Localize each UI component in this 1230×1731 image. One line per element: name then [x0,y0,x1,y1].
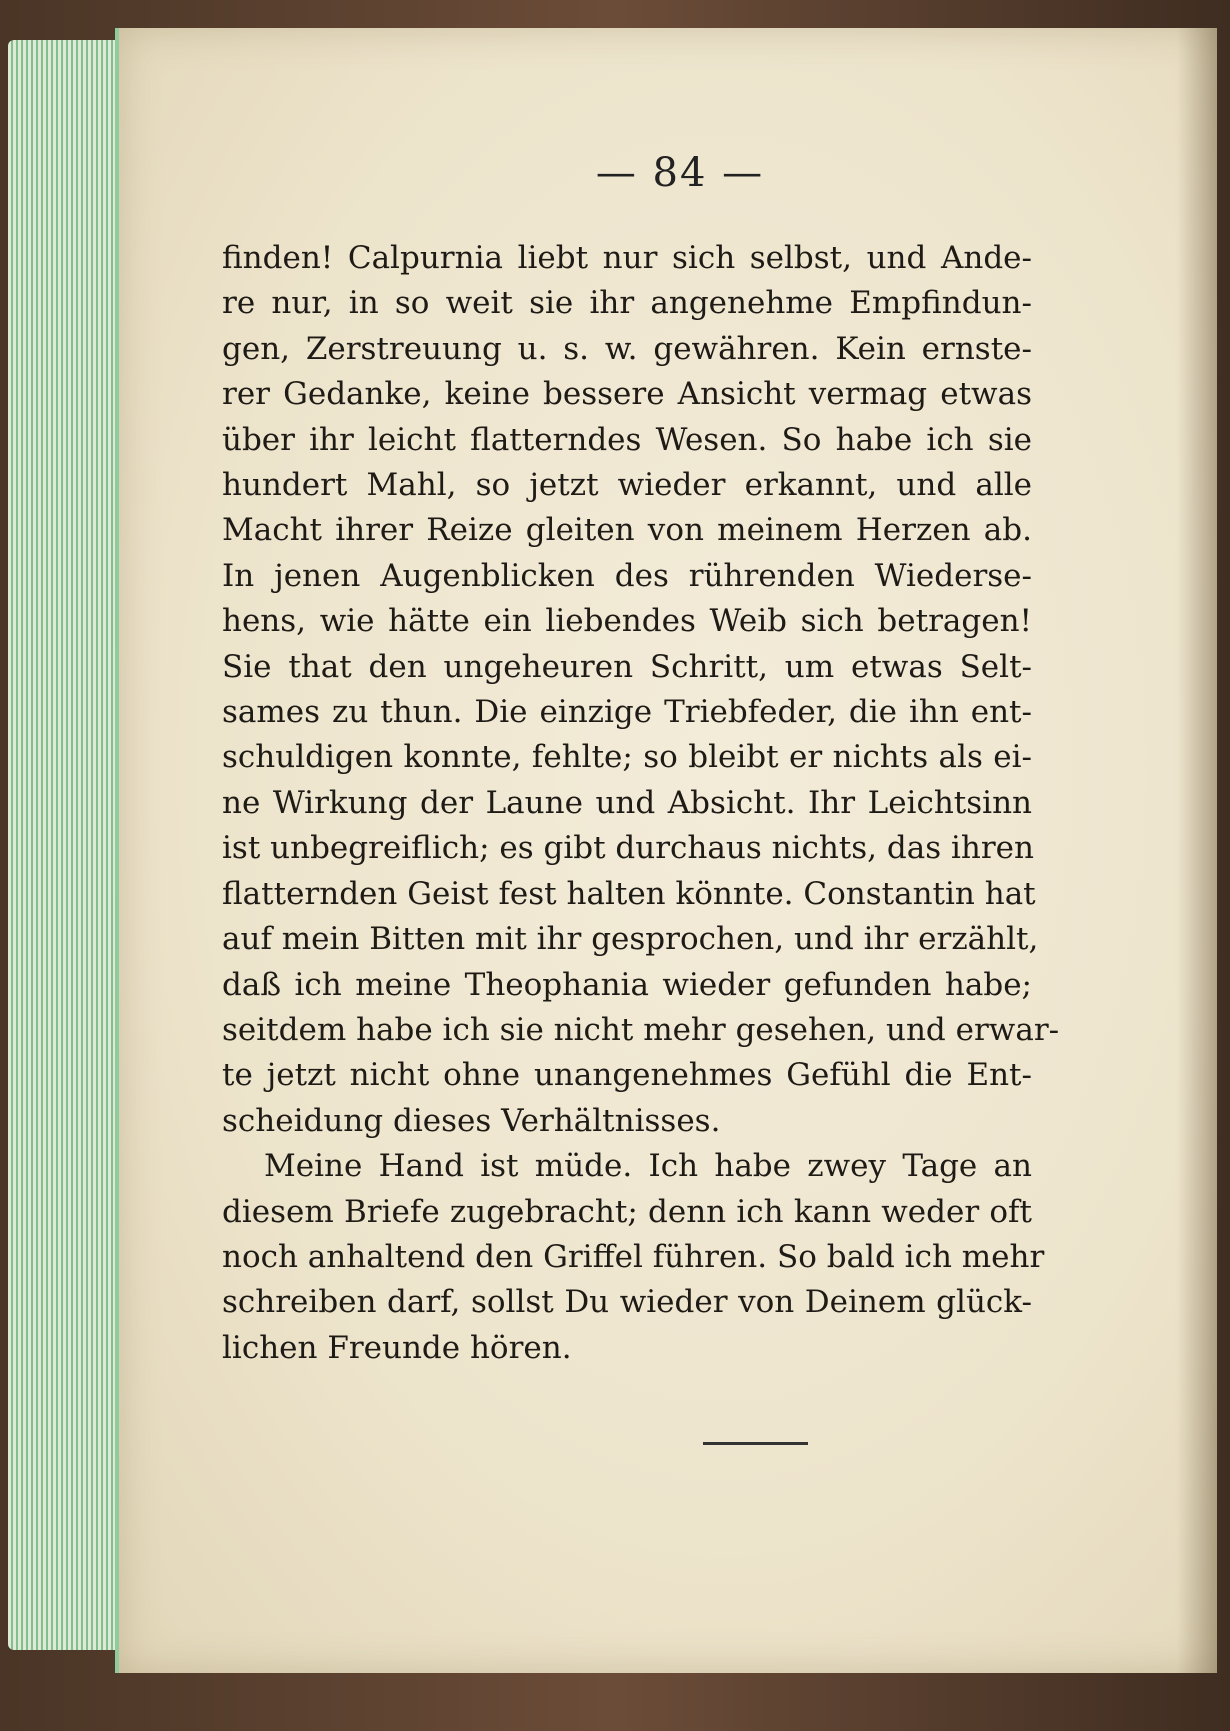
text-line: schreiben darf, sollst Du wieder von Deinem glück- [222,1284,1032,1321]
text-line: ne Wirkung der Laune und Absicht. Ihr Leichtsinn [222,784,1032,821]
body-text [222,236,1060,1371]
text-line: diesem Briefe zugebracht; denn ich kann weder oft [222,1193,1032,1230]
text-line: noch anhaltend den Griffel führen. So bald ich mehr [222,1238,1045,1275]
page-number: — 84 — [595,150,765,196]
text-line: gen, Zerstreuung u. s. w. gewähren. Kein ernste- [222,330,1032,367]
text-line: finden! Calpurnia liebt nur sich selbst, und Ande- [222,240,1032,276]
text-line: über ihr leicht flatterndes Wesen. So habe ich sie [222,421,1032,458]
spine-shadow [1177,28,1217,1673]
text-line: hens, wie hätte ein liebendes Weib sich betragen! [222,603,1032,640]
text-line: hundert Mahl, so jetzt wieder erkannt, und alle [222,467,1032,504]
text-line: schuldigen konnte, fehlte; so bleibt er nichts als ei- [222,739,1032,776]
text-line: sames zu thun. Die einzige Triebfeder, die ihn ent- [222,694,1032,731]
text-line: scheidung dieses Verhältnisses. [222,1102,721,1139]
text-line: re nur, in so weit sie ihr angenehme Empfindun- [222,285,1032,322]
text-line: In jenen Augenblicken des rührenden Wiederse- [222,557,1032,594]
text-line: flatternden Geist fest halten könnte. Constantin hat [222,875,1036,912]
end-rule [703,1442,808,1445]
text-line: daß ich meine Theophania wieder gefunden habe; [222,966,1032,1003]
text-line: seitdem habe ich sie nicht mehr gesehen, und erwar- [222,1011,1060,1048]
text-line: te jetzt nicht ohne unangenehmes Gefühl die Ent- [222,1057,1032,1094]
text-line: auf mein Bitten mit ihr gesprochen, und ihr erzählt, [222,921,1039,958]
text-line: ist unbegreiflich; es gibt durchaus nichts, das ihren [222,830,1034,867]
text-line: lichen Freunde hören. [222,1329,572,1366]
text-line: Sie that den ungeheuren Schritt, um etwas Selt- [222,648,1032,685]
paragraph-2 [222,1144,1045,1371]
text-line: Meine Hand ist müde. Ich habe zwey Tage an [264,1148,1032,1185]
page-stack-edge [8,40,128,1650]
text-line: rer Gedanke, keine bessere Ansicht vermag etwas [222,376,1032,413]
paragraph-1 [222,236,1060,1144]
text-line: Macht ihrer Reize gleiten von meinem Herzen ab. [222,512,1032,549]
